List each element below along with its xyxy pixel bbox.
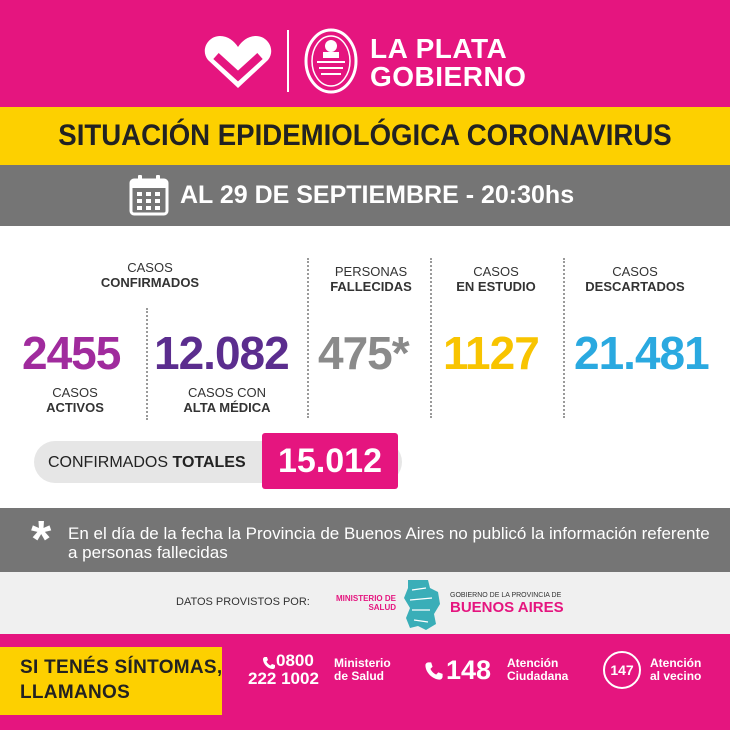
brand-line1: LA PLATA bbox=[370, 33, 508, 64]
stats-divider bbox=[307, 258, 309, 418]
fallecidas-label bbox=[316, 264, 426, 294]
fallecidas-label-1: PERSONAS bbox=[334, 264, 408, 279]
descartados-label bbox=[578, 264, 692, 294]
gobierno-label: GOBIERNO DE LA PROVINCIA DE bbox=[450, 592, 562, 599]
activos-label bbox=[40, 385, 110, 415]
provided-label: DATOS PROVISTOS POR: bbox=[176, 596, 310, 608]
header-band bbox=[0, 0, 730, 107]
phone2-label-1: Atención bbox=[507, 656, 559, 670]
totales-label-b: TOTALES bbox=[172, 454, 246, 471]
phone1-line1: 0800 bbox=[276, 651, 314, 670]
symptoms-text bbox=[20, 655, 222, 705]
estudio-label-1: CASOS bbox=[473, 264, 519, 279]
stats-divider bbox=[146, 308, 148, 420]
alta-label-2: ALTA MÉDICA bbox=[183, 400, 271, 415]
ministerio-salud-logo bbox=[330, 594, 396, 612]
confirmados-label bbox=[90, 260, 210, 290]
ministerio-line1: MINISTERIO DE bbox=[335, 594, 396, 603]
header-divider bbox=[287, 30, 289, 92]
phone2-label bbox=[507, 657, 568, 683]
confirmados-label-1: CASOS bbox=[127, 260, 173, 275]
report-date: AL 29 DE SEPTIEMBRE - 20:30hs bbox=[180, 181, 575, 209]
brand-line2: GOBIERNO bbox=[370, 61, 527, 92]
phone1-label-1: Ministerio bbox=[334, 656, 391, 670]
confirmados-label-2: CONFIRMADOS bbox=[100, 275, 200, 290]
alta-label-1: CASOS CON bbox=[187, 385, 266, 400]
descartados-label-2: DESCARTADOS bbox=[585, 279, 685, 294]
provincia-label: BUENOS AIRES bbox=[450, 599, 564, 616]
note-asterisk: * bbox=[31, 511, 52, 569]
phone2-label-2: Ciudadana bbox=[507, 669, 569, 683]
title-band bbox=[0, 107, 730, 165]
note-text: En el día de la fecha la Provincia de Buenos Aires no publicó la información referente a personas fallecidas bbox=[68, 524, 710, 562]
phone1-number-2[interactable]: 222 1002 bbox=[248, 669, 319, 688]
activos-label-1: CASOS bbox=[52, 385, 98, 400]
estudio-value: 1127 bbox=[443, 327, 539, 379]
symptoms-line2: LLAMANOS bbox=[20, 682, 131, 703]
heart-logo-icon bbox=[204, 34, 272, 90]
activos-value: 2455 bbox=[22, 327, 121, 379]
estudio-label-2: EN ESTUDIO bbox=[456, 279, 536, 294]
alta-value: 12.082 bbox=[154, 327, 289, 379]
ministerio-line2: SALUD bbox=[368, 603, 396, 612]
descartados-label-1: CASOS bbox=[612, 264, 658, 279]
totales-value: 15.012 bbox=[262, 433, 398, 489]
brand-name bbox=[370, 35, 526, 91]
phone3-badge[interactable]: 147 bbox=[603, 651, 641, 689]
phone1-label bbox=[334, 657, 391, 683]
phone-icon bbox=[262, 656, 276, 670]
symptoms-line1: SI TENÉS SÍNTOMAS, bbox=[20, 657, 223, 678]
fallecidas-value: 475* bbox=[318, 327, 409, 379]
estudio-label bbox=[446, 264, 546, 294]
phone2-number[interactable]: 148 bbox=[446, 655, 492, 685]
phone3-label-1: Atención bbox=[650, 656, 702, 670]
calendar-icon bbox=[129, 174, 169, 216]
stats-divider bbox=[563, 258, 565, 418]
phone3-label bbox=[650, 657, 701, 683]
phone-icon bbox=[424, 661, 444, 681]
alta-label bbox=[170, 385, 284, 415]
buenos-aires-map-icon bbox=[402, 578, 442, 632]
phone3-label-2: al vecino bbox=[650, 669, 702, 683]
la-plata-seal-icon bbox=[303, 28, 359, 94]
descartados-value: 21.481 bbox=[574, 327, 709, 379]
fallecidas-label-2: FALLECIDAS bbox=[330, 279, 412, 294]
totales-label bbox=[48, 454, 246, 472]
phone1-number[interactable] bbox=[276, 652, 314, 670]
page-title: SITUACIÓN EPIDEMIOLÓGICA CORONAVIRUS bbox=[58, 119, 672, 152]
totales-label-a: CONFIRMADOS bbox=[48, 454, 173, 471]
stats-divider bbox=[430, 258, 432, 418]
activos-label-2: ACTIVOS bbox=[46, 400, 104, 415]
phone1-label-2: de Salud bbox=[334, 669, 385, 683]
